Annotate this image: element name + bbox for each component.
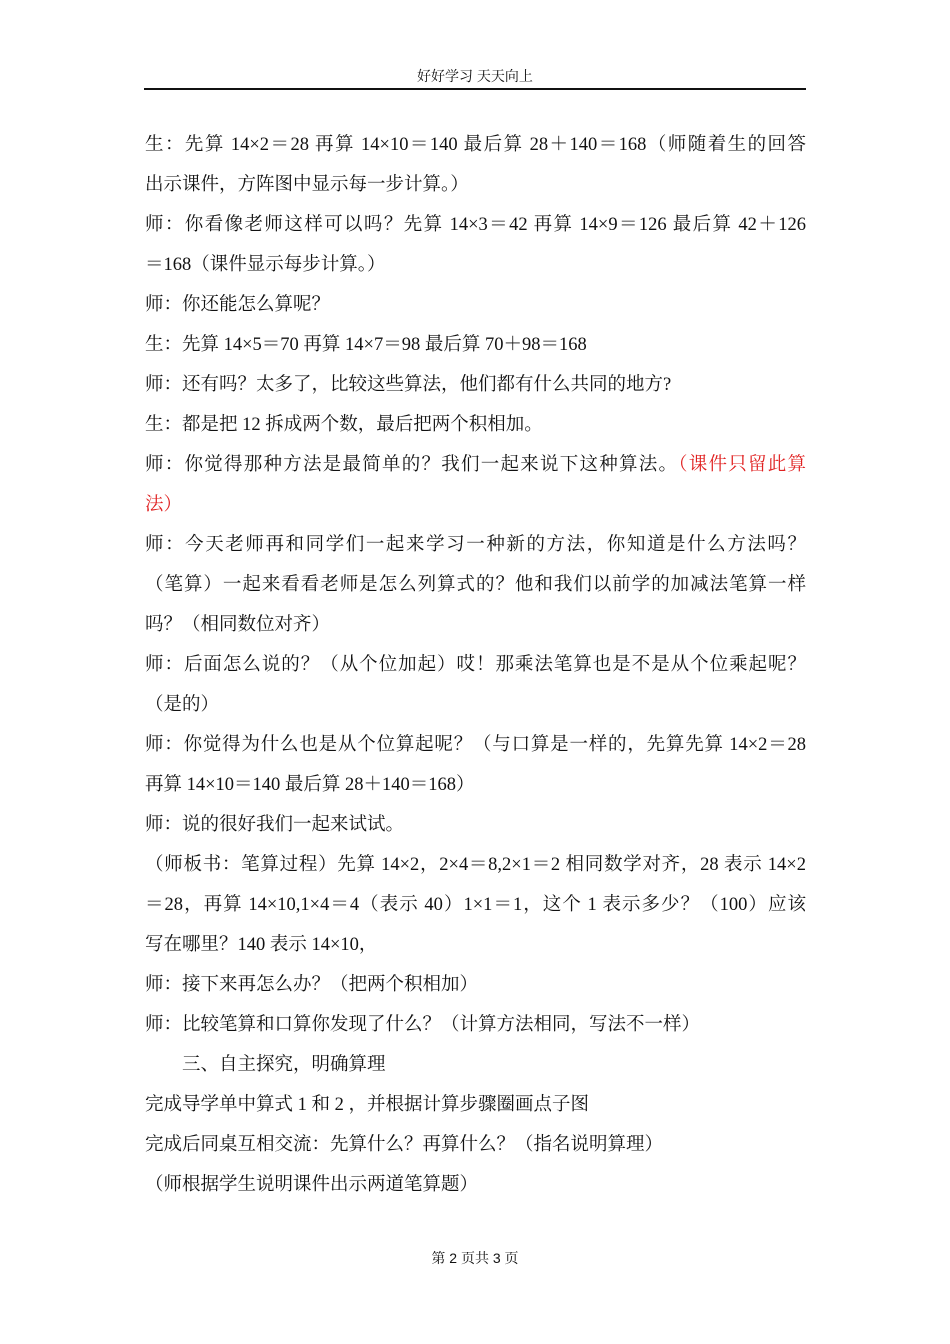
line-text: （是的） bbox=[145, 695, 220, 715]
line-text: 师：还有吗？太多了，比较这些算法，他们都有什么共同的地方? bbox=[145, 375, 672, 395]
text-line bbox=[145, 412, 806, 452]
line-text: 师：比较笔算和口算你发现了什么？（计算方法相同，写法不一样） bbox=[145, 1015, 701, 1035]
line-text: 生：先算 14×5＝70 再算 14×7＝98 最后算 70＋98＝168 bbox=[145, 335, 587, 355]
text-line bbox=[145, 892, 806, 932]
text-line bbox=[145, 332, 806, 372]
line-text: 师：说的很好我们一起来试试。 bbox=[145, 815, 405, 835]
line-text: 完成导学单中算式 1 和 2 ，并根据计算步骤圈画点子图 bbox=[145, 1095, 590, 1115]
line-text: 师：今天老师再和同学们一起来学习一种新的方法，你知道是什么方法吗？ bbox=[145, 535, 806, 555]
text-line bbox=[145, 932, 806, 972]
text-line bbox=[145, 972, 806, 1012]
text-line bbox=[145, 612, 806, 652]
line-text: 师：你还能怎么算呢？ bbox=[145, 295, 331, 315]
text-line bbox=[145, 252, 806, 292]
line-text: 生：都是把 12 拆成两个数，最后把两个积相加。 bbox=[145, 415, 543, 435]
line-text: 师：接下来再怎么办？（把两个积相加） bbox=[145, 975, 479, 995]
text-line bbox=[145, 1012, 806, 1052]
line-text: 师：你看像老师这样可以吗？先算 14×3＝42 再算 14×9＝126 最后算 42＋126 bbox=[145, 215, 806, 235]
line-text: 生：先算 14×2＝28 再算 14×10＝140 最后算 28＋140＝168（师随着生的回答 bbox=[145, 135, 806, 155]
courseware-annotation: 法） bbox=[145, 495, 183, 515]
line-text: 完成后同桌互相交流：先算什么？再算什么？（指名说明算理） bbox=[145, 1135, 664, 1155]
document-body bbox=[145, 132, 806, 1212]
courseware-annotation: （课件只留此算 bbox=[678, 455, 806, 475]
line-text: （师板书：笔算过程）先算 14×2，2×4＝8,2×1＝2 相同数学对齐，28 表示 14×2 bbox=[145, 855, 806, 875]
text-line bbox=[145, 172, 806, 212]
line-text: （笔算）一起来看看老师是怎么列算式的？他和我们以前学的加减法笔算一样 bbox=[145, 575, 806, 595]
line-text: 写在哪里？140 表示 14×10， bbox=[145, 935, 378, 955]
line-text: ＝28，再算 14×10,1×4＝4（表示 40）1×1＝1，这个 1 表示多少？（100）应该 bbox=[145, 895, 806, 915]
line-text: 师：你觉得为什么也是从个位算起呢？（与口算是一样的，先算先算 14×2＝28 bbox=[145, 735, 806, 755]
text-line bbox=[145, 452, 806, 492]
line-text: 出示课件，方阵图中显示每一步计算。） bbox=[145, 175, 469, 195]
line-text: （师根据学生说明课件出示两道笔算题） bbox=[145, 1175, 479, 1195]
text-line bbox=[145, 492, 806, 532]
text-line bbox=[145, 212, 806, 252]
text-line bbox=[145, 732, 806, 772]
section-heading bbox=[145, 1052, 806, 1092]
text-line bbox=[145, 532, 806, 572]
line-text: 师：你觉得那种方法是最简单的？我们一起来说下这种算法。 bbox=[145, 455, 679, 475]
text-line bbox=[145, 1132, 806, 1172]
line-text: 再算 14×10＝140 最后算 28＋140＝168） bbox=[145, 775, 475, 795]
page-footer: 第 2 页共 3 页 bbox=[431, 1250, 519, 1266]
text-line bbox=[145, 652, 806, 692]
line-text: ＝168（课件显示每步计算。） bbox=[145, 255, 386, 275]
text-line bbox=[145, 132, 806, 172]
text-line bbox=[145, 1172, 806, 1212]
text-line bbox=[145, 692, 806, 732]
text-line bbox=[145, 292, 806, 332]
page-header: 好好学习 天天向上 bbox=[417, 68, 533, 84]
text-line bbox=[145, 372, 806, 412]
header-rule bbox=[144, 88, 806, 90]
line-text: 师：后面怎么说的？（从个位加起）哎！那乘法笔算也是不是从个位乘起呢？ bbox=[145, 655, 806, 675]
line-text: 吗？（相同数位对齐） bbox=[145, 615, 331, 635]
text-line bbox=[145, 572, 806, 612]
line-text: 三、自主探究，明确算理 bbox=[182, 1055, 386, 1075]
text-line bbox=[145, 812, 806, 852]
text-line bbox=[145, 852, 806, 892]
text-line bbox=[145, 772, 806, 812]
text-line bbox=[145, 1092, 806, 1132]
